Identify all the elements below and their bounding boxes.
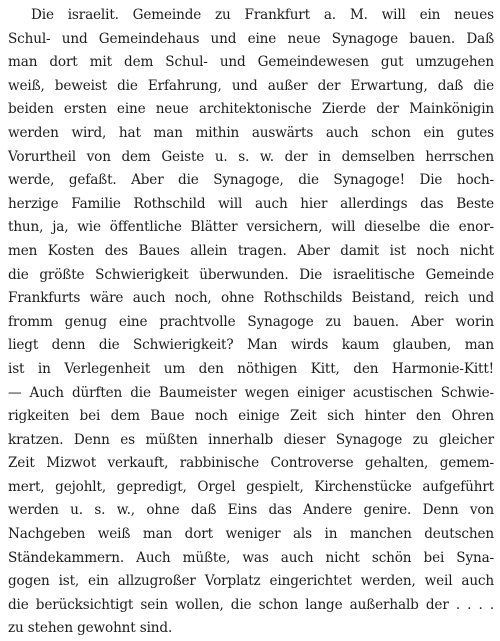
text-line: — Auch dürften die Baumeister wegen einiger acustischen Schwie- bbox=[8, 384, 494, 401]
text-line: liegt denn die Schwierigkeit? Man wirds kaum glauben, man bbox=[8, 337, 494, 354]
text-line: man dort mit dem Schul- und Gemeindewesen gut umzugehen bbox=[8, 54, 494, 71]
text-line: Vorurtheil von dem Geiste u. s. w. der in demselben herrschen bbox=[8, 148, 494, 165]
text-line: Die israelit. Gemeinde zu Frankfurt a. M. will ein neues bbox=[31, 7, 494, 23]
text-line: zu stehen gewohnt sind. bbox=[8, 620, 173, 637]
text-line: Zeit Mizwot verkauft, rabbinische Controverse gehalten, gemem- bbox=[8, 455, 494, 472]
text-line: fromm genug eine prachtvolle Synagoge zu bauen. Aber worin bbox=[8, 313, 494, 330]
article-paragraph bbox=[8, 4, 494, 641]
text-line: werden u. s. w., ohne daß Eins das Andere genire. Denn von bbox=[8, 502, 494, 519]
text-line: beiden ersten eine neue architektonische Zierde der Mainkönigin bbox=[8, 101, 494, 118]
text-line: kratzen. Denn es müßten innerhalb dieser Synagoge zu gleicher bbox=[8, 431, 494, 448]
text-line: die größte Schwierigkeit überwunden. Die israelitische Gemeinde bbox=[8, 266, 494, 283]
text-line: die berücksichtigt sein wollen, die schon lange außerhalb der . . . . bbox=[8, 596, 494, 613]
text-line: weiß, beweist die Erfahrung, und außer der Erwartung, daß die bbox=[8, 77, 494, 94]
text-line: thun, ja, wie öffentliche Blätter versichern, will dieselbe die enor- bbox=[8, 219, 494, 236]
text-line: Frankfurts wäre auch noch, ohne Rothschilds Beistand, reich und bbox=[8, 290, 494, 307]
text-line: men Kosten des Baues allein tragen. Aber damit ist noch nicht bbox=[8, 242, 494, 259]
text-line: Nachgeben weiß man dort weniger als in manchen deutschen bbox=[8, 526, 494, 543]
text-line: Ständekammern. Auch müßte, was auch nicht schön bei Syna- bbox=[8, 549, 494, 566]
text-line: Schul- und Gemeindehaus und eine neue Synagoge bauen. Daß bbox=[8, 30, 494, 47]
text-line: ist in Verlegenheit um den nöthigen Kitt, den Harmonie-Kitt! bbox=[8, 360, 494, 377]
text-line: rigkeiten bei dem Baue noch einige Zeit sich hinter den Ohren bbox=[8, 408, 494, 425]
text-line: mert, gejohlt, gepredigt, Orgel gespielt, Kirchenstücke aufgeführt bbox=[8, 478, 494, 495]
text-line: werden wird, hat man mithin auswärts auch schon ein gutes bbox=[8, 124, 494, 141]
text-line: gogen ist, ein allzugroßer Vorplatz eingerichtet werden, weil auch bbox=[8, 573, 494, 590]
text-line: werde, gefaßt. Aber die Synagoge, die Synagoge! Die hoch- bbox=[8, 172, 494, 189]
text-line: herzige Familie Rothschild will auch hier allerdings das Beste bbox=[8, 195, 494, 212]
